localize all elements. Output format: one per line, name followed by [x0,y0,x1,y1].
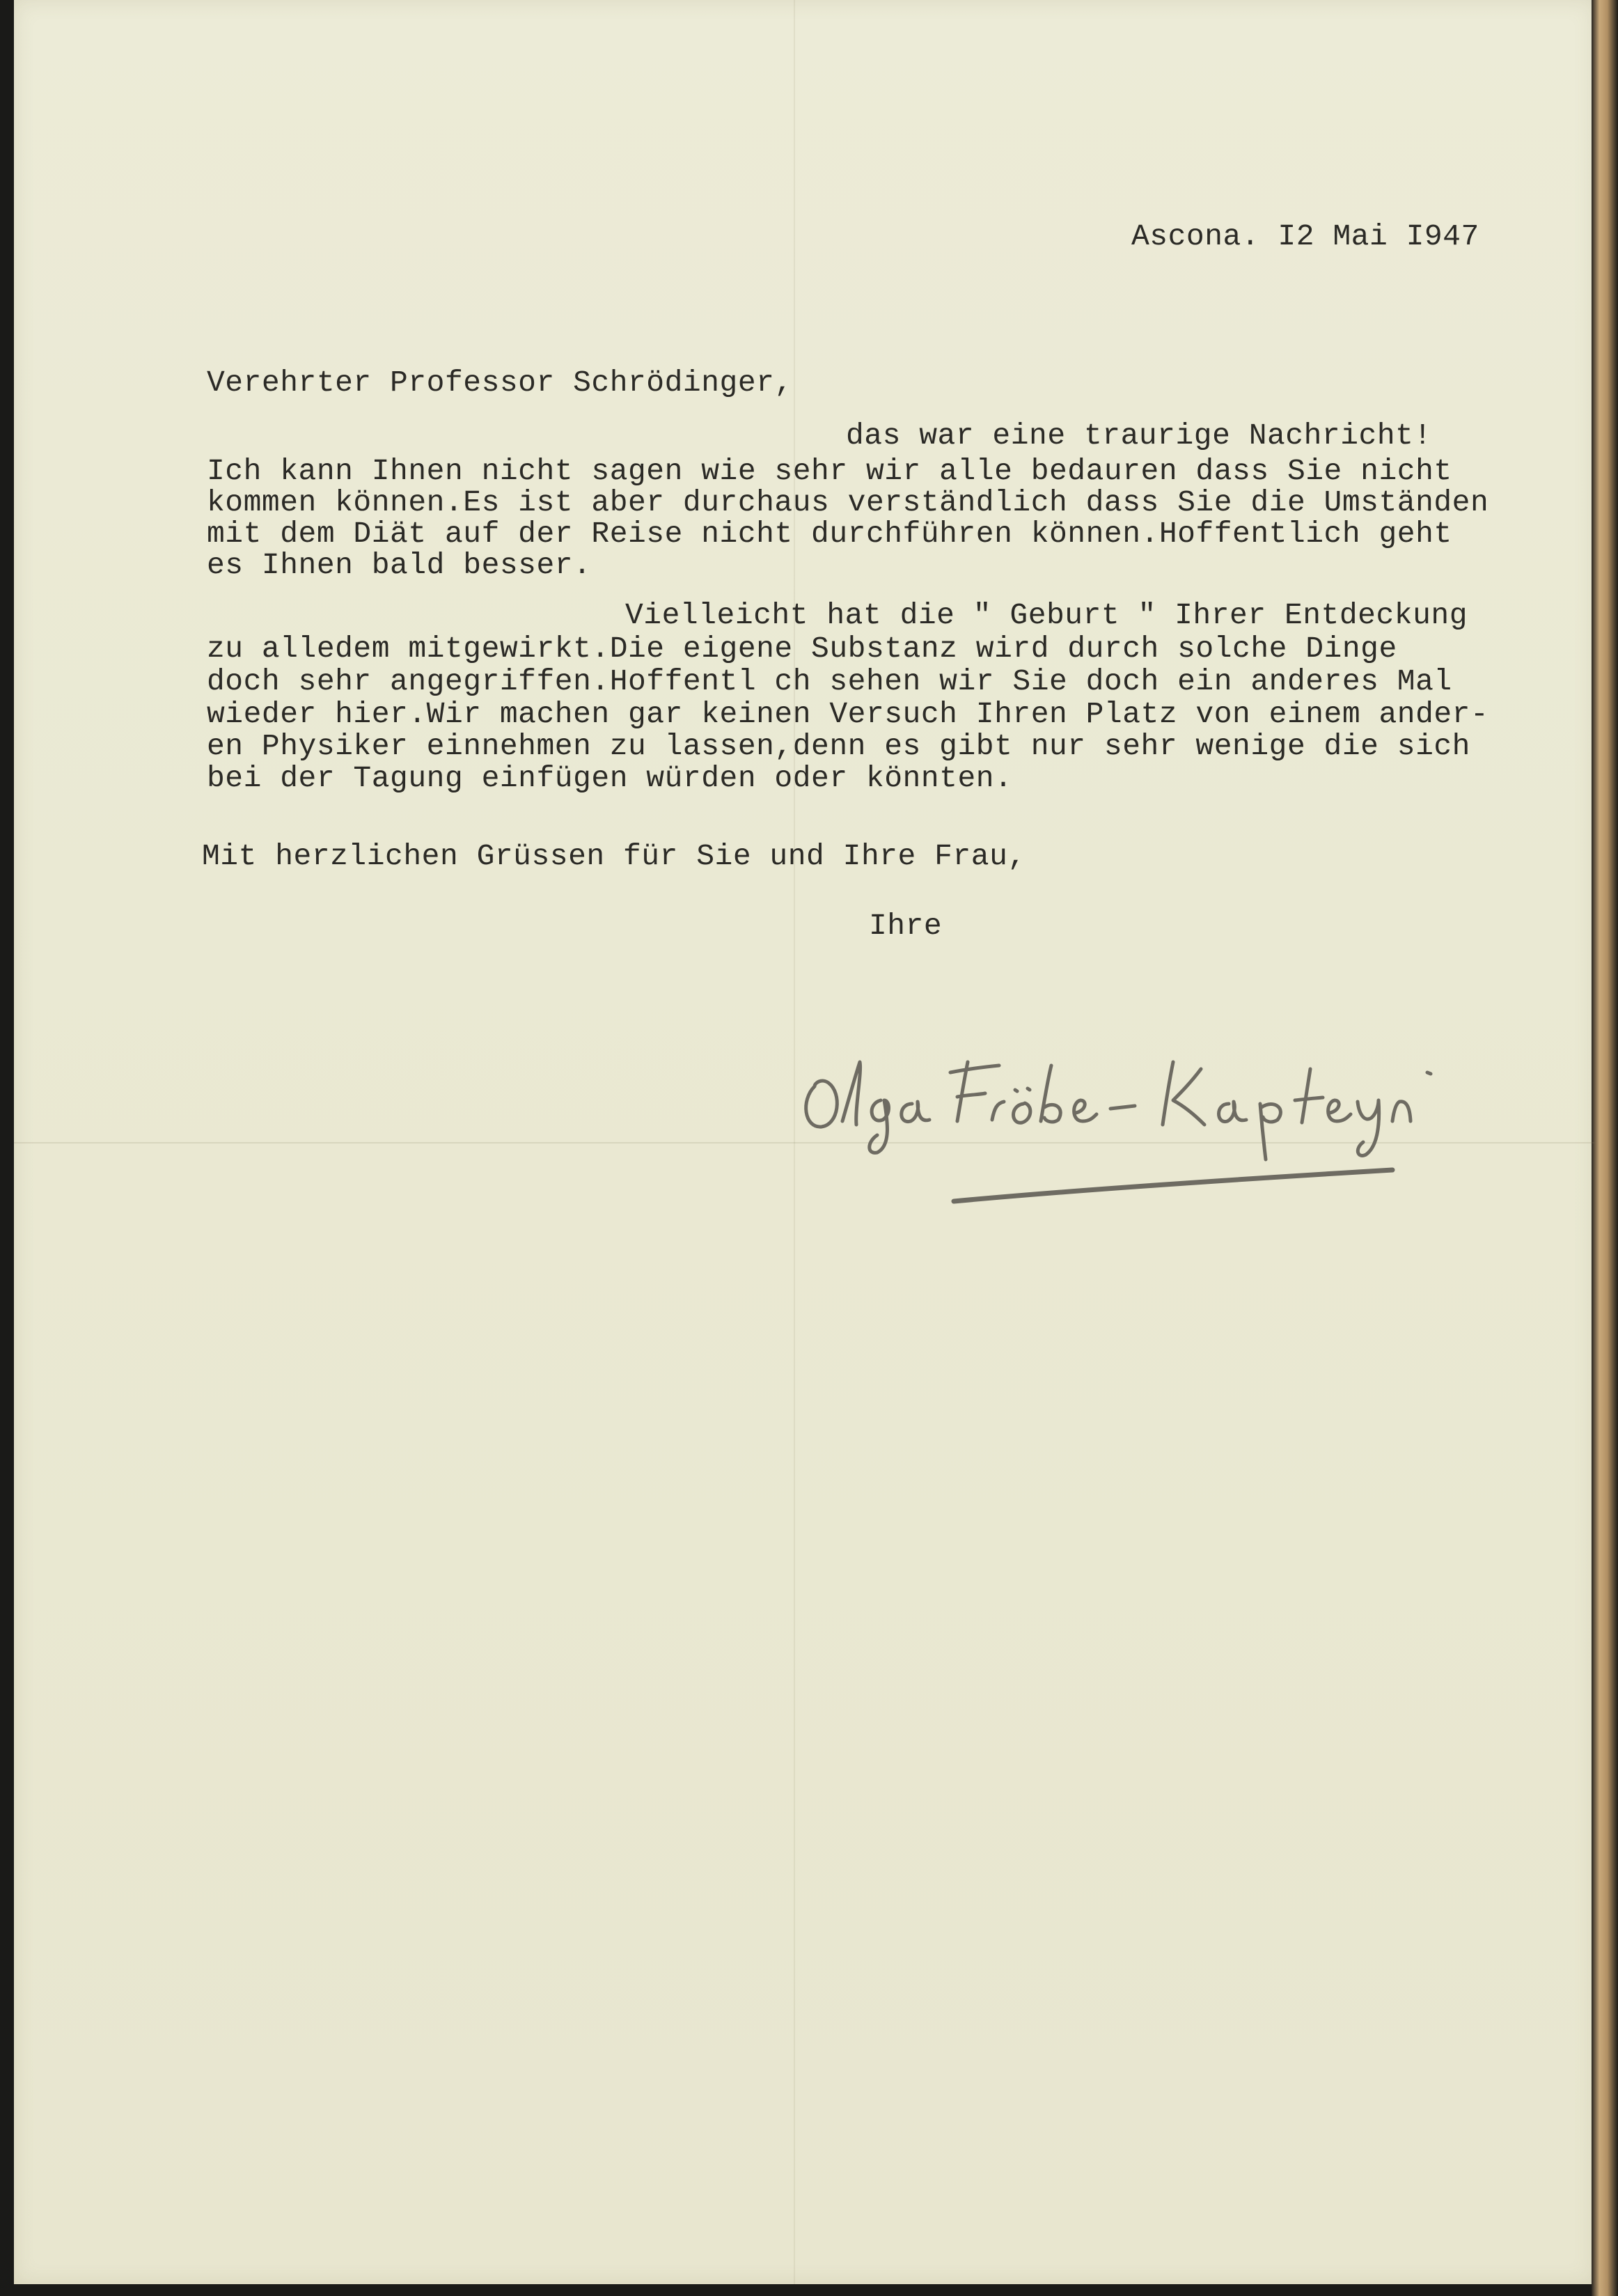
paragraph2-line: doch sehr angegriffen.Hoffentl ch sehen wir Sie doch ein anderes Mal [207,664,1452,698]
paragraph2-line: en Physiker einnehmen zu lassen,denn es gibt nur sehr wenige die sich [207,729,1470,763]
salutation: Verehrter Professor Schrödinger, [207,366,793,400]
closing-line: Mit herzlichen Grüssen für Sie und Ihre Frau, [202,839,1026,873]
page-edge [1592,0,1618,2296]
paragraph1-line: es Ihnen bald besser. [207,548,592,582]
handwritten-signature [801,1031,1462,1212]
paragraph2-line: Vielleicht hat die " Geburt " Ihrer Entdeckung [625,598,1468,632]
closing-word: Ihre [869,909,943,943]
paragraph2-line: zu alledem mitgewirkt.Die eigene Substanz wird durch solche Dinge [207,632,1397,666]
paragraph1-line: Ich kann Ihnen nicht sagen wie sehr wir alle bedauren dass Sie nicht [207,454,1452,488]
date-line: Ascona. I2 Mai I947 [1131,219,1479,253]
paragraph2-line: wieder hier.Wir machen gar keinen Versuch Ihren Platz von einem ander- [207,697,1489,731]
paragraph1-line: mit dem Diät auf der Reise nicht durchführen können.Hoffentlich geht [207,517,1452,551]
paragraph2-line: bei der Tagung einfügen würden oder könnten. [207,761,1013,795]
paragraph1-line: das war eine traurige Nachricht! [846,419,1432,453]
paragraph1-line: kommen können.Es ist aber durchaus verständlich dass Sie die Umständen [207,485,1489,520]
fold-line [794,0,795,2284]
